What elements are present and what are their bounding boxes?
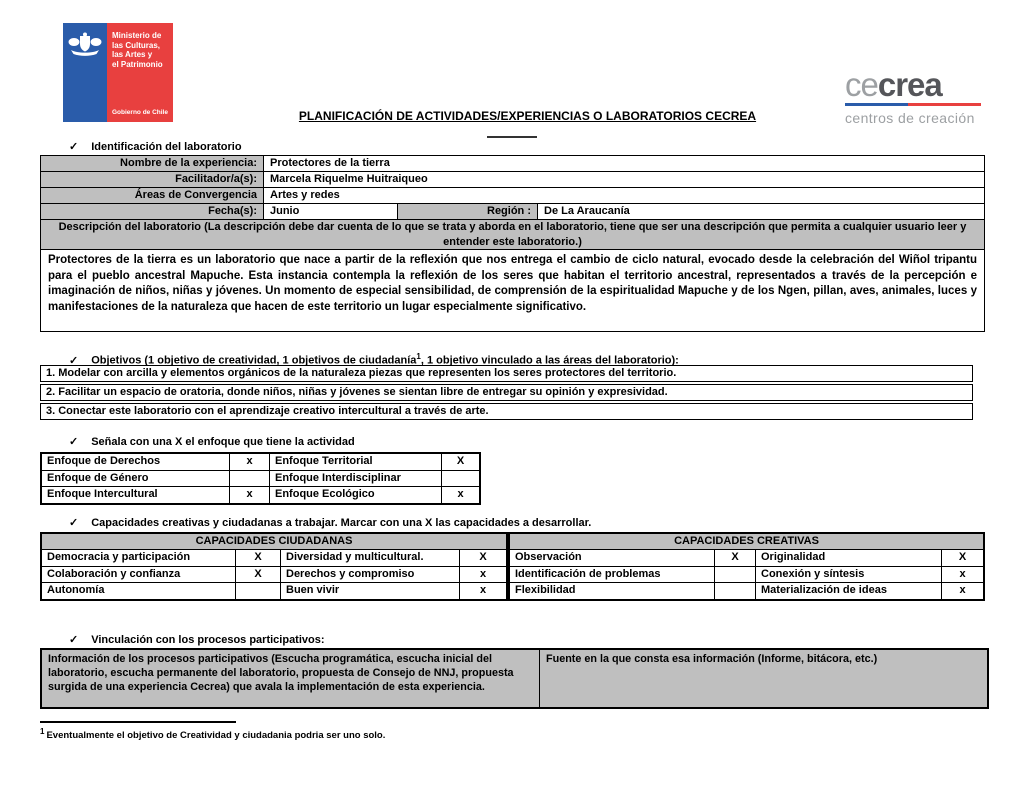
capacidad-mark (236, 583, 281, 599)
table-row (42, 567, 506, 584)
capacidades-ciudadanas (40, 532, 508, 601)
capacidad-label: Originalidad (756, 550, 942, 566)
table-row (41, 156, 984, 172)
footnote-number: 1 (40, 727, 45, 736)
capacidad-label: Diversidad y multicultural. (281, 550, 460, 566)
field-label: Facilitador/a(s): (41, 172, 264, 187)
objetivo-item: 2. Facilitar un espacio de oratoria, donde niños, niñas y jóvenes se sientan libre de entregar su opinión y expresividad. (40, 384, 973, 401)
coat-of-arms-icon (68, 32, 102, 58)
field-label: Nombre de la experiencia: (41, 156, 264, 171)
heading-text: Capacidades creativas y ciudadanas a trabajar. Marcar con una X las capacidades a desarrollar. (91, 517, 592, 529)
capacidad-mark: X (236, 567, 281, 583)
page-title: PLANIFICACIÓN DE ACTIVIDADES/EXPERIENCIAS O LABORATORIOS CECREA (298, 109, 757, 123)
section-heading-enfoque (69, 435, 355, 448)
check-icon: ✓ (69, 634, 79, 646)
capacidad-label: Colaboración y confianza (42, 567, 236, 583)
footnote-reference: 1 (416, 352, 421, 361)
cecrea-underline-blue (845, 103, 908, 106)
section-heading-identificacion (69, 140, 242, 153)
enfoque-mark: x (230, 454, 270, 470)
vinculacion-fuente-cell: Fuente en la que consta esa información (Informe, bitácora, etc.) (546, 653, 878, 665)
footnote-separator-line (40, 721, 236, 723)
enfoque-label: Enfoque Ecológico (270, 487, 442, 503)
column-header: CAPACIDADES CREATIVAS (510, 534, 983, 550)
capacidad-label: Identificación de problemas (510, 567, 715, 583)
enfoque-label: Enfoque Interdisciplinar (270, 471, 442, 487)
check-icon: ✓ (69, 436, 79, 448)
table-row (510, 567, 983, 584)
identificacion-table (40, 155, 985, 332)
enfoque-mark: x (230, 487, 270, 503)
column-header: CAPACIDADES CIUDADANAS (42, 534, 506, 550)
enfoque-mark: x (457, 488, 464, 500)
capacidad-mark: X (958, 551, 967, 563)
title-separator-line (487, 136, 537, 138)
heading-text: , 1 objetivo vinculado a las áreas del laboratorio): (420, 354, 679, 367)
capacidad-mark: X (236, 550, 281, 566)
gobierno-de-chile-logo (63, 23, 173, 122)
cecrea-tagline: centros de creación (845, 110, 975, 126)
heading-text: Objetivos (1 objetivo de creatividad, 1 objetivos de ciudadanía (91, 354, 417, 367)
enfoque-label: Enfoque Territorial (270, 454, 442, 470)
field-value: De La Araucanía (544, 205, 630, 217)
capacidad-label: Flexibilidad (510, 583, 715, 599)
field-value: Marcela Riquelme Huitraiqueo (270, 173, 428, 185)
capacidad-mark: x (959, 567, 966, 580)
capacidad-label: Democracia y participación (42, 550, 236, 566)
table-row (42, 471, 479, 488)
ministry-name: Ministerio de las Culturas, las Artes y el Patrimonio (112, 31, 163, 69)
footnote-text: Eventualmente el objetivo de Creatividad y ciudadania podria ser uno solo. (46, 730, 386, 742)
table-row (41, 188, 984, 204)
table-row (510, 550, 983, 567)
capacidad-mark (715, 583, 756, 599)
gobierno-de-chile-label: Gobierno de Chile (112, 109, 168, 116)
objetivo-item: 1. Modelar con arcilla y elementos orgánicos de la naturaleza piezas que representen los seres protectores del territorio. (40, 365, 973, 382)
capacidad-mark (715, 567, 756, 583)
logo-blue-panel (63, 23, 107, 122)
capacidades-creativas (508, 532, 985, 601)
enfoque-label: Enfoque Intercultural (42, 487, 230, 503)
enfoque-table (40, 452, 481, 505)
table-row (510, 583, 983, 599)
check-icon: ✓ (69, 517, 79, 529)
enfoque-mark (442, 471, 479, 487)
field-value: Protectores de la tierra (270, 157, 390, 169)
enfoque-mark (230, 471, 270, 487)
logo-red-panel (107, 23, 173, 122)
table-row (41, 204, 984, 220)
capacidad-label: Derechos y compromiso (281, 567, 460, 583)
capacidad-mark: x (479, 584, 487, 596)
footnote (40, 727, 385, 741)
table-row (41, 172, 984, 188)
capacidades-table (40, 532, 985, 601)
check-icon: ✓ (69, 354, 79, 367)
capacidad-label: Autonomía (42, 583, 236, 599)
capacidad-label: Materialización de ideas (756, 583, 942, 599)
field-label: Áreas de Convergencia (41, 188, 264, 203)
table-row (42, 487, 479, 503)
capacidad-label: Buen vivir (281, 583, 460, 599)
section-heading-vinculacion (69, 633, 325, 646)
objetivo-item: 3. Conectar este laboratorio con el aprendizaje creativo intercultural a través de arte. (40, 403, 973, 420)
capacidad-mark: x (479, 567, 487, 580)
heading-text: Identificación del laboratorio (91, 141, 242, 153)
enfoque-mark: X (456, 455, 465, 467)
cecrea-underline-red (908, 103, 981, 106)
capacidad-mark: x (959, 584, 966, 596)
field-value: Artes y redes (270, 189, 340, 201)
descripcion-header: Descripción del laboratorio (La descripción debe dar cuenta de lo que se trata y aborda en el laboratorio, tiene que ser una descripción que permita a cualquier usuario leer y entender este laboratorio.) (41, 220, 984, 250)
enfoque-label: Enfoque de Género (42, 471, 230, 487)
table-row (42, 454, 479, 471)
descripcion-body: Protectores de la tierra es un laboratorio que nace a partir de la reflexión que nos entrega el cambio de ciclo natural, evocado desde la celebración del Wiñol tripantu para el pueblo ancestral Mapuche. Esta instancia contempla la reflexión de los seres que habitan el territorio ancestral, representados a través de la percepción e imaginación de niños, niñas y jóvenes. Un momento de especial sensibilidad, de comprensión de la espiritualidad Mapuche y de los Ngen, pillan, aves, animales, luces y manifestaciones de la naturaleza que hacen de este territorio un lugar especialmente significativo. (48, 254, 977, 313)
heading-text: Vinculación con los procesos participativos: (91, 634, 325, 646)
cecrea-underline (845, 103, 981, 106)
capacidad-mark: X (715, 550, 756, 566)
enfoque-label: Enfoque de Derechos (42, 454, 230, 470)
vinculacion-info-cell: Información de los procesos participativos (Escucha programática, escucha inicial del laboratorio, escucha permanente del laboratorio, propuesta de Consejo de NNJ, propuesta surgida de una experiencia Cecrea) que avala la implementación de esta experiencia. (42, 650, 540, 707)
heading-text: Señala con una X el enfoque que tiene la actividad (91, 436, 355, 448)
table-row (42, 583, 506, 599)
field-label: Región : (398, 204, 538, 219)
capacidad-label: Observación (510, 550, 715, 566)
capacidad-mark: X (479, 551, 487, 563)
check-icon: ✓ (69, 141, 79, 153)
objetivos-list (40, 365, 973, 422)
cecrea-suffix: crea (877, 66, 942, 103)
cecrea-prefix: ce (845, 66, 878, 103)
table-row (42, 550, 506, 567)
cecrea-wordmark (845, 68, 987, 102)
capacidad-label: Conexión y síntesis (756, 567, 942, 583)
field-label: Fecha(s): (41, 204, 264, 219)
field-value: Junio (264, 204, 398, 219)
section-heading-capacidades (69, 516, 591, 529)
vinculacion-table (40, 648, 989, 709)
